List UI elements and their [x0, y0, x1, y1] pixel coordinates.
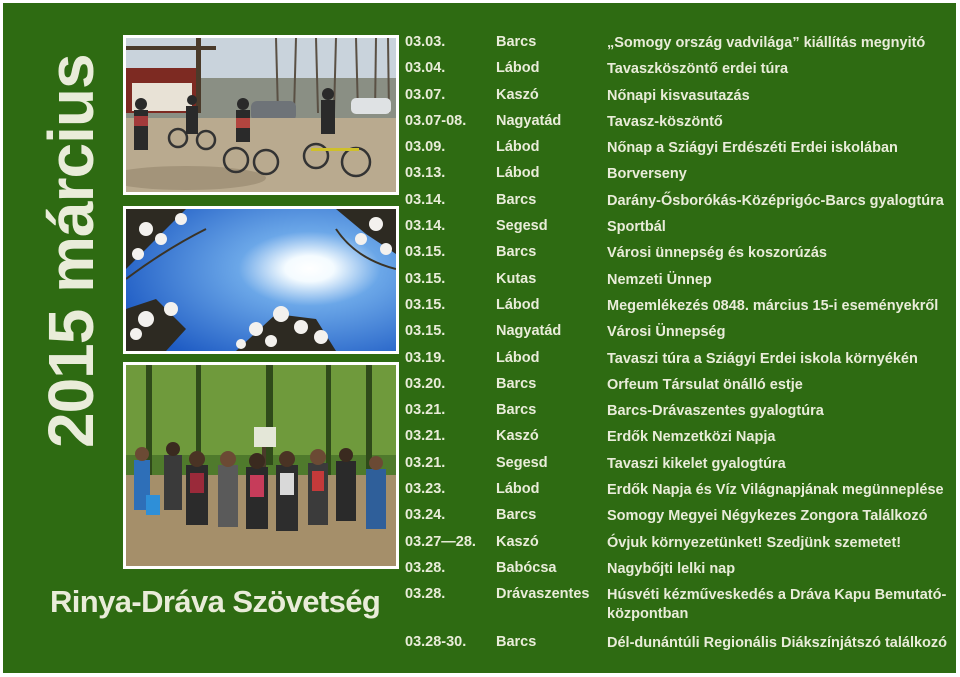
- event-date: 03.07-08.: [405, 112, 467, 129]
- event-title: Nemzeti Ünnep: [607, 271, 712, 288]
- event-place: Kaszó: [496, 533, 539, 550]
- event-row: [405, 87, 950, 113]
- event-place: Segesd: [496, 454, 548, 471]
- event-title: Orfeum Társulat önálló estje: [607, 376, 803, 393]
- event-title: Erdők Napja és Víz Világnapjának megünneplése: [607, 482, 944, 499]
- event-row: [405, 113, 950, 139]
- event-row: [405, 218, 950, 244]
- event-title: Tavaszi kikelet gyalogtúra: [607, 455, 786, 472]
- blossom-image: [126, 209, 396, 351]
- event-date: 03.07.: [405, 86, 446, 103]
- event-row: [405, 271, 950, 297]
- event-place: Drávaszentes: [496, 586, 590, 603]
- event-place: Segesd: [496, 218, 548, 235]
- event-date: 03.13.: [405, 165, 446, 182]
- event-place: Nagyatád: [496, 323, 562, 340]
- event-date: 03.21.: [405, 428, 446, 445]
- event-date: 03.21.: [405, 402, 446, 419]
- event-title: Barcs-Drávaszentes gyalogtúra: [607, 403, 824, 420]
- event-date: 03.28.: [405, 559, 446, 576]
- event-date: 03.15.: [405, 244, 446, 261]
- event-row: [405, 455, 950, 481]
- event-row: [405, 534, 950, 560]
- event-row: [405, 481, 950, 507]
- event-row: [405, 560, 950, 586]
- event-date: 03.21.: [405, 454, 446, 471]
- event-date: 03.27—28.: [405, 533, 476, 550]
- event-title: Megemlékezés 0848. március 15-i eseményekről: [607, 297, 939, 314]
- event-place: Barcs: [496, 507, 537, 524]
- event-place: Kaszó: [496, 86, 539, 103]
- event-row: [405, 376, 950, 402]
- event-row: [405, 507, 950, 533]
- event-place: Babócsa: [496, 559, 557, 576]
- event-place: Nagyatád: [496, 112, 562, 129]
- photo-cyclists: [123, 35, 399, 195]
- event-title: „Somogy ország vadvilága” kiállítás megnyitó: [607, 35, 926, 51]
- event-date: 03.14.: [405, 218, 446, 235]
- event-place: Barcs: [496, 634, 537, 651]
- event-date: 03.15.: [405, 270, 446, 287]
- event-place: Barcs: [496, 375, 537, 392]
- event-title: Nőnapi kisvasutazás: [607, 87, 750, 104]
- event-title: Tavasz-köszöntő: [607, 113, 723, 130]
- event-row: [405, 634, 950, 660]
- event-row: [405, 297, 950, 323]
- event-date: 03.09.: [405, 139, 446, 156]
- poster: [3, 3, 956, 673]
- event-row: [405, 323, 950, 349]
- cyclists-image: [126, 38, 396, 192]
- event-place: Kutas: [496, 270, 537, 287]
- photo-hikers: [123, 362, 399, 569]
- event-place: Lábod: [496, 349, 540, 366]
- event-row: [405, 34, 950, 60]
- event-row: [405, 165, 950, 191]
- event-date: 03.15.: [405, 296, 446, 313]
- event-title: Dél-dunántúli Regionális Diákszínjátszó találkozó: [607, 635, 947, 652]
- event-place: Barcs: [496, 191, 537, 208]
- event-place: Lábod: [496, 296, 540, 313]
- event-date: 03.15.: [405, 323, 446, 340]
- event-place: Barcs: [496, 34, 537, 50]
- event-date: 03.28-30.: [405, 634, 467, 651]
- event-title: Óvjuk környezetünket! Szedjünk szemetet!: [607, 534, 902, 551]
- event-title: Somogy Megyei Négykezes Zongora Találkozó: [607, 508, 928, 525]
- event-title: Tavaszi túra a Sziágyi Erdei iskola környékén: [607, 350, 918, 367]
- event-date: 03.04.: [405, 60, 446, 77]
- event-row: [405, 139, 950, 165]
- event-place: Barcs: [496, 244, 537, 261]
- event-date: 03.28.: [405, 586, 446, 603]
- hikers-image: [126, 365, 396, 566]
- event-date: 03.14.: [405, 191, 446, 208]
- event-title: Tavaszköszöntő erdei túra: [607, 61, 789, 78]
- event-title: Városi Ünnepség: [607, 324, 726, 341]
- event-title: Borverseny: [607, 166, 687, 183]
- event-row: [405, 350, 950, 376]
- event-title: Városi ünnepség és koszorúzás: [607, 245, 827, 262]
- event-date: 03.03.: [405, 34, 446, 50]
- event-title: Nagybőjti lelki nap: [607, 560, 736, 577]
- event-row: [405, 244, 950, 270]
- event-title: Nőnap a Sziágyi Erdészéti Erdei iskolában: [607, 140, 898, 157]
- event-place: Kaszó: [496, 428, 539, 445]
- event-place: Lábod: [496, 139, 540, 156]
- poster-title: 2015 március: [35, 54, 107, 448]
- event-title: Sportbál: [607, 219, 666, 236]
- event-place: Lábod: [496, 165, 540, 182]
- event-date: 03.19.: [405, 349, 446, 366]
- event-date: 03.23.: [405, 481, 446, 498]
- event-place: Lábod: [496, 481, 540, 498]
- organization-name: Rinya-Dráva Szövetség: [50, 584, 381, 619]
- event-row: [405, 60, 950, 86]
- event-place: Lábod: [496, 60, 540, 77]
- event-title: Erdők Nemzetközi Napja: [607, 429, 776, 446]
- event-date: 03.24.: [405, 507, 446, 524]
- event-list: [405, 34, 950, 661]
- event-row: [405, 402, 950, 428]
- event-row: [405, 586, 950, 634]
- photo-blossoms: [123, 206, 399, 354]
- event-date: 03.20.: [405, 375, 446, 392]
- event-row: [405, 192, 950, 218]
- event-title: Darány-Ősborókás-Középrigóc-Barcs gyalogtúra: [607, 192, 944, 209]
- event-row: [405, 428, 950, 454]
- event-place: Barcs: [496, 402, 537, 419]
- event-title: Húsvéti kézműveskedés a Dráva Kapu Bemutató-központban: [607, 587, 947, 623]
